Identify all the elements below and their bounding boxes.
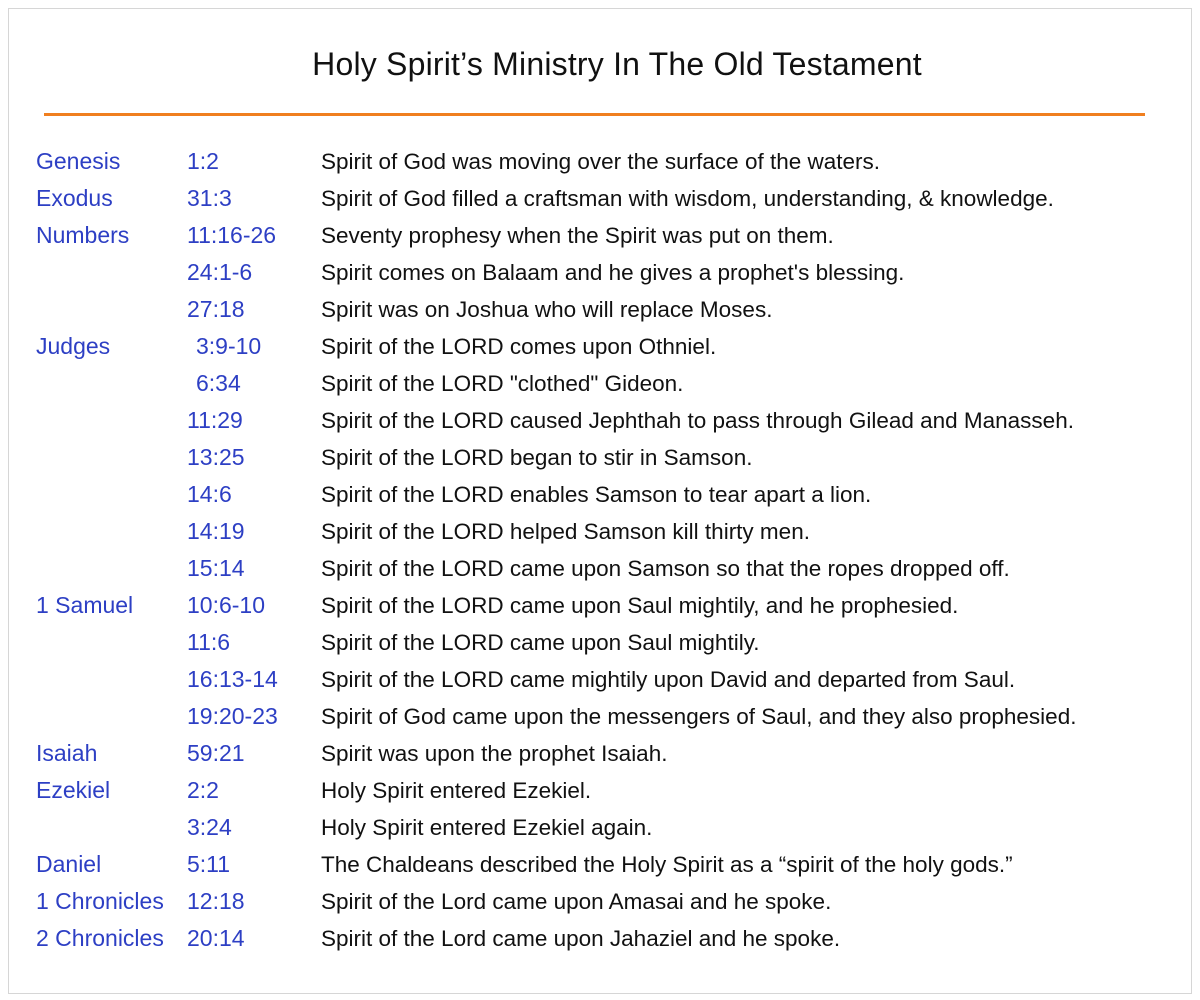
- verse-description: Spirit of the LORD caused Jephthah to pass through Gilead and Manasseh.: [321, 408, 1074, 433]
- page-title: Holy Spirit’s Ministry In The Old Testament: [312, 46, 922, 82]
- table-row: [0, 920, 1200, 957]
- table-row: [0, 402, 1200, 439]
- book-name: Numbers: [36, 222, 130, 248]
- verse-reference: 13:25: [187, 444, 245, 470]
- book-name: Ezekiel: [36, 777, 111, 803]
- table-row: [0, 513, 1200, 550]
- verse-description: Spirit was upon the prophet Isaiah.: [321, 741, 668, 766]
- table-row: [0, 587, 1200, 624]
- verse-description: Spirit of God filled a craftsman with wisdom, understanding, & knowledge.: [321, 186, 1054, 211]
- verse-reference: 2:2: [187, 777, 219, 803]
- verse-reference: 1:2: [187, 148, 219, 174]
- table-row: [0, 846, 1200, 883]
- table-row: [0, 180, 1200, 217]
- verse-reference: 3:24: [187, 814, 232, 840]
- book-name: 1 Samuel: [36, 592, 134, 618]
- book-name: Genesis: [36, 148, 121, 174]
- table-row: [0, 550, 1200, 587]
- book-name: Isaiah: [36, 740, 98, 766]
- verse-description: Spirit of the LORD comes upon Othniel.: [321, 334, 717, 359]
- table-row: [0, 328, 1200, 365]
- verse-reference: 15:14: [187, 555, 245, 581]
- verse-reference: 24:1-6: [187, 259, 253, 285]
- verse-reference: 11:29: [187, 407, 243, 433]
- table-row: [0, 217, 1200, 254]
- table-row: [0, 883, 1200, 920]
- verse-reference: 14:6: [187, 481, 232, 507]
- verse-description: Holy Spirit entered Ezekiel again.: [321, 815, 653, 840]
- scripture-table: [0, 143, 1200, 957]
- verse-description: Spirit of God was moving over the surface of the waters.: [321, 149, 881, 174]
- verse-reference: 14:19: [187, 518, 245, 544]
- verse-description: Spirit of the LORD came mightily upon David and departed from Saul.: [321, 667, 1016, 692]
- verse-description: Spirit of the LORD came upon Saul mightily, and he prophesied.: [321, 593, 959, 618]
- verse-reference: 12:18: [187, 888, 245, 914]
- table-row: [0, 365, 1200, 402]
- verse-description: Spirit comes on Balaam and he gives a prophet's blessing.: [321, 260, 905, 285]
- verse-description: Holy Spirit entered Ezekiel.: [321, 778, 592, 803]
- verse-description: Spirit of the Lord came upon Jahaziel and he spoke.: [321, 926, 841, 951]
- verse-reference: 6:34: [196, 370, 241, 396]
- table-row: [0, 698, 1200, 735]
- verse-reference: 31:3: [187, 185, 232, 211]
- verse-reference: 20:14: [187, 925, 245, 951]
- title-divider: [44, 113, 1145, 116]
- book-name: 2 Chronicles: [36, 925, 164, 951]
- table-row: [0, 254, 1200, 291]
- table-row: [0, 143, 1200, 180]
- verse-reference: 10:6-10: [187, 592, 266, 618]
- table-row: [0, 291, 1200, 328]
- verse-reference: 3:9-10: [196, 333, 262, 359]
- verse-description: Spirit of the Lord came upon Amasai and he spoke.: [321, 889, 832, 914]
- verse-description: Spirit of the LORD "clothed" Gideon.: [321, 371, 684, 396]
- verse-description: Seventy prophesy when the Spirit was put on them.: [321, 223, 834, 248]
- verse-reference: 11:16-26: [187, 222, 277, 248]
- table-row: [0, 476, 1200, 513]
- verse-description: Spirit of the LORD enables Samson to tear apart a lion.: [321, 482, 872, 507]
- verse-reference: 11:6: [187, 629, 231, 655]
- verse-reference: 16:13-14: [187, 666, 278, 692]
- book-name: Daniel: [36, 851, 102, 877]
- verse-reference: 5:11: [187, 851, 231, 877]
- table-row: [0, 809, 1200, 846]
- table-row: [0, 661, 1200, 698]
- table-row: [0, 439, 1200, 476]
- verse-description: Spirit of God came upon the messengers of Saul, and they also prophesied.: [321, 704, 1077, 729]
- book-name: Judges: [36, 333, 111, 359]
- verse-reference: 59:21: [187, 740, 245, 766]
- table-row: [0, 772, 1200, 809]
- table-row: [0, 624, 1200, 661]
- verse-description: Spirit of the LORD came upon Saul mightily.: [321, 630, 760, 655]
- verse-description: The Chaldeans described the Holy Spirit as a “spirit of the holy gods.”: [321, 852, 1013, 877]
- book-name: Exodus: [36, 185, 113, 211]
- table-row: [0, 735, 1200, 772]
- book-name: 1 Chronicles: [36, 888, 164, 914]
- verse-reference: 27:18: [187, 296, 245, 322]
- verse-description: Spirit of the LORD began to stir in Samson.: [321, 445, 753, 470]
- verse-reference: 19:20-23: [187, 703, 278, 729]
- verse-description: Spirit of the LORD helped Samson kill thirty men.: [321, 519, 810, 544]
- verse-description: Spirit of the LORD came upon Samson so that the ropes dropped off.: [321, 556, 1010, 581]
- verse-description: Spirit was on Joshua who will replace Moses.: [321, 297, 773, 322]
